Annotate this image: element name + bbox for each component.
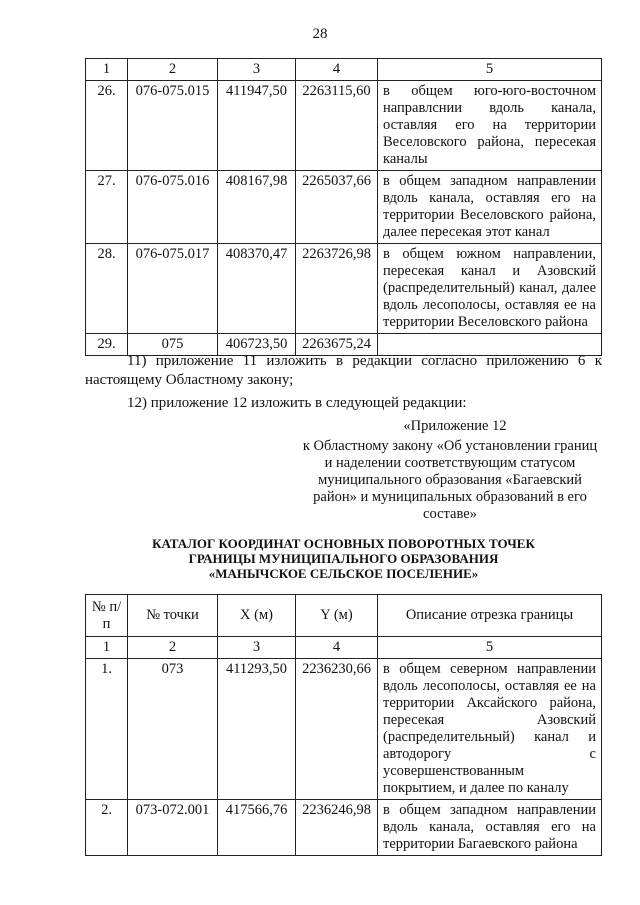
y-coord: 2263115,60 xyxy=(296,81,378,171)
table-row xyxy=(86,244,602,334)
x-coord: 408370,47 xyxy=(218,244,296,334)
col-num-1: 1 xyxy=(86,637,128,659)
point-id: 073-072.001 xyxy=(128,800,218,856)
segment-description: в общем западном направлении вдоль канала, оставляя его на территории Веселовского района, далее пересекая этот канал xyxy=(378,171,602,244)
x-coord: 408167,98 xyxy=(218,171,296,244)
table-header xyxy=(86,595,602,637)
header-y: Y (м) xyxy=(296,595,378,637)
page-number: 28 xyxy=(312,26,328,42)
row-index: 2. xyxy=(86,800,128,856)
point-id: 076-075.015 xyxy=(128,81,218,171)
appendix-title: «Приложение 12 xyxy=(403,418,507,434)
table-row xyxy=(86,81,602,171)
paragraph-item-11: 11) приложение 11 изложить в редакции согласно приложению 6 к настоящему Областному закону; xyxy=(85,353,602,388)
table-header-numbers xyxy=(86,637,602,659)
catalog-title-line-2: ГРАНИЦЫ МУНИЦИПАЛЬНОГО ОБРАЗОВАНИЯ xyxy=(188,551,499,566)
appendix-caption: к Областному закону «Об установлении границ и наделении соответствующим статусом муниципального образования «Багаевский район» и муниципальных образований в его составе» xyxy=(302,438,598,522)
table-row xyxy=(86,800,602,856)
y-coord: 2265037,66 xyxy=(296,171,378,244)
x-coord: 417566,76 xyxy=(218,800,296,856)
point-id: 073 xyxy=(128,659,218,800)
paragraph-item-12: 12) приложение 12 изложить в следующей редакции: xyxy=(127,395,467,411)
catalog-title xyxy=(85,536,602,581)
row-index: 1. xyxy=(86,659,128,800)
point-id: 076-075.016 xyxy=(128,171,218,244)
col-num-4: 4 xyxy=(296,637,378,659)
table-row xyxy=(86,659,602,800)
point-id: 076-075.017 xyxy=(128,244,218,334)
table-header-numbers xyxy=(86,59,602,81)
col-num-3: 3 xyxy=(218,637,296,659)
row-index: 29. xyxy=(86,334,128,356)
table-row xyxy=(86,171,602,244)
y-coord: 2236230,66 xyxy=(296,659,378,800)
col-num-4: 4 xyxy=(296,59,378,81)
y-coord: 2263675,24 xyxy=(296,334,378,356)
col-num-5: 5 xyxy=(378,637,602,659)
header-point-number: № точки xyxy=(128,595,218,637)
boundary-table-continued xyxy=(85,58,602,356)
col-num-3: 3 xyxy=(218,59,296,81)
catalog-title-line-1: КАТАЛОГ КООРДИНАТ ОСНОВНЫХ ПОВОРОТНЫХ ТОЧЕК xyxy=(152,536,535,551)
y-coord: 2236246,98 xyxy=(296,800,378,856)
x-coord: 411293,50 xyxy=(218,659,296,800)
col-num-5: 5 xyxy=(378,59,602,81)
header-description: Описание отрезка границы xyxy=(378,595,602,637)
col-num-2: 2 xyxy=(128,59,218,81)
segment-description: в общем юго-юго-восточном направлснии вдоль канала, оставляя его на территории Веселовского района, пересекая каналы xyxy=(378,81,602,171)
row-index: 26. xyxy=(86,81,128,171)
col-num-1: 1 xyxy=(86,59,128,81)
row-index: 28. xyxy=(86,244,128,334)
col-num-2: 2 xyxy=(128,637,218,659)
y-coord: 2263726,98 xyxy=(296,244,378,334)
segment-description: в общем западном направлении вдоль канала, оставляя его на территории Багаевского района xyxy=(378,800,602,856)
x-coord: 411947,50 xyxy=(218,81,296,171)
header-row-number: № п/п xyxy=(86,595,128,637)
header-x: X (м) xyxy=(218,595,296,637)
segment-description: в общем южном направлении, пересекая канал и Азовский (распределительный) канал, далее вдоль лесополосы, оставляя ее на территории Веселовского района xyxy=(378,244,602,334)
segment-description: в общем северном направлении вдоль лесополосы, оставляя ее на территории Аксайского района, пересекая Азовский (распределительный) канал и автодорогу с усовершенствованным покрытием, и далее по каналу xyxy=(378,659,602,800)
x-coord: 406723,50 xyxy=(218,334,296,356)
row-index: 27. xyxy=(86,171,128,244)
point-id: 075 xyxy=(128,334,218,356)
catalog-title-line-3: «МАНЫЧСКОЕ СЕЛЬСКОЕ ПОСЕЛЕНИЕ» xyxy=(208,566,479,581)
coordinates-catalog-table xyxy=(85,594,602,856)
